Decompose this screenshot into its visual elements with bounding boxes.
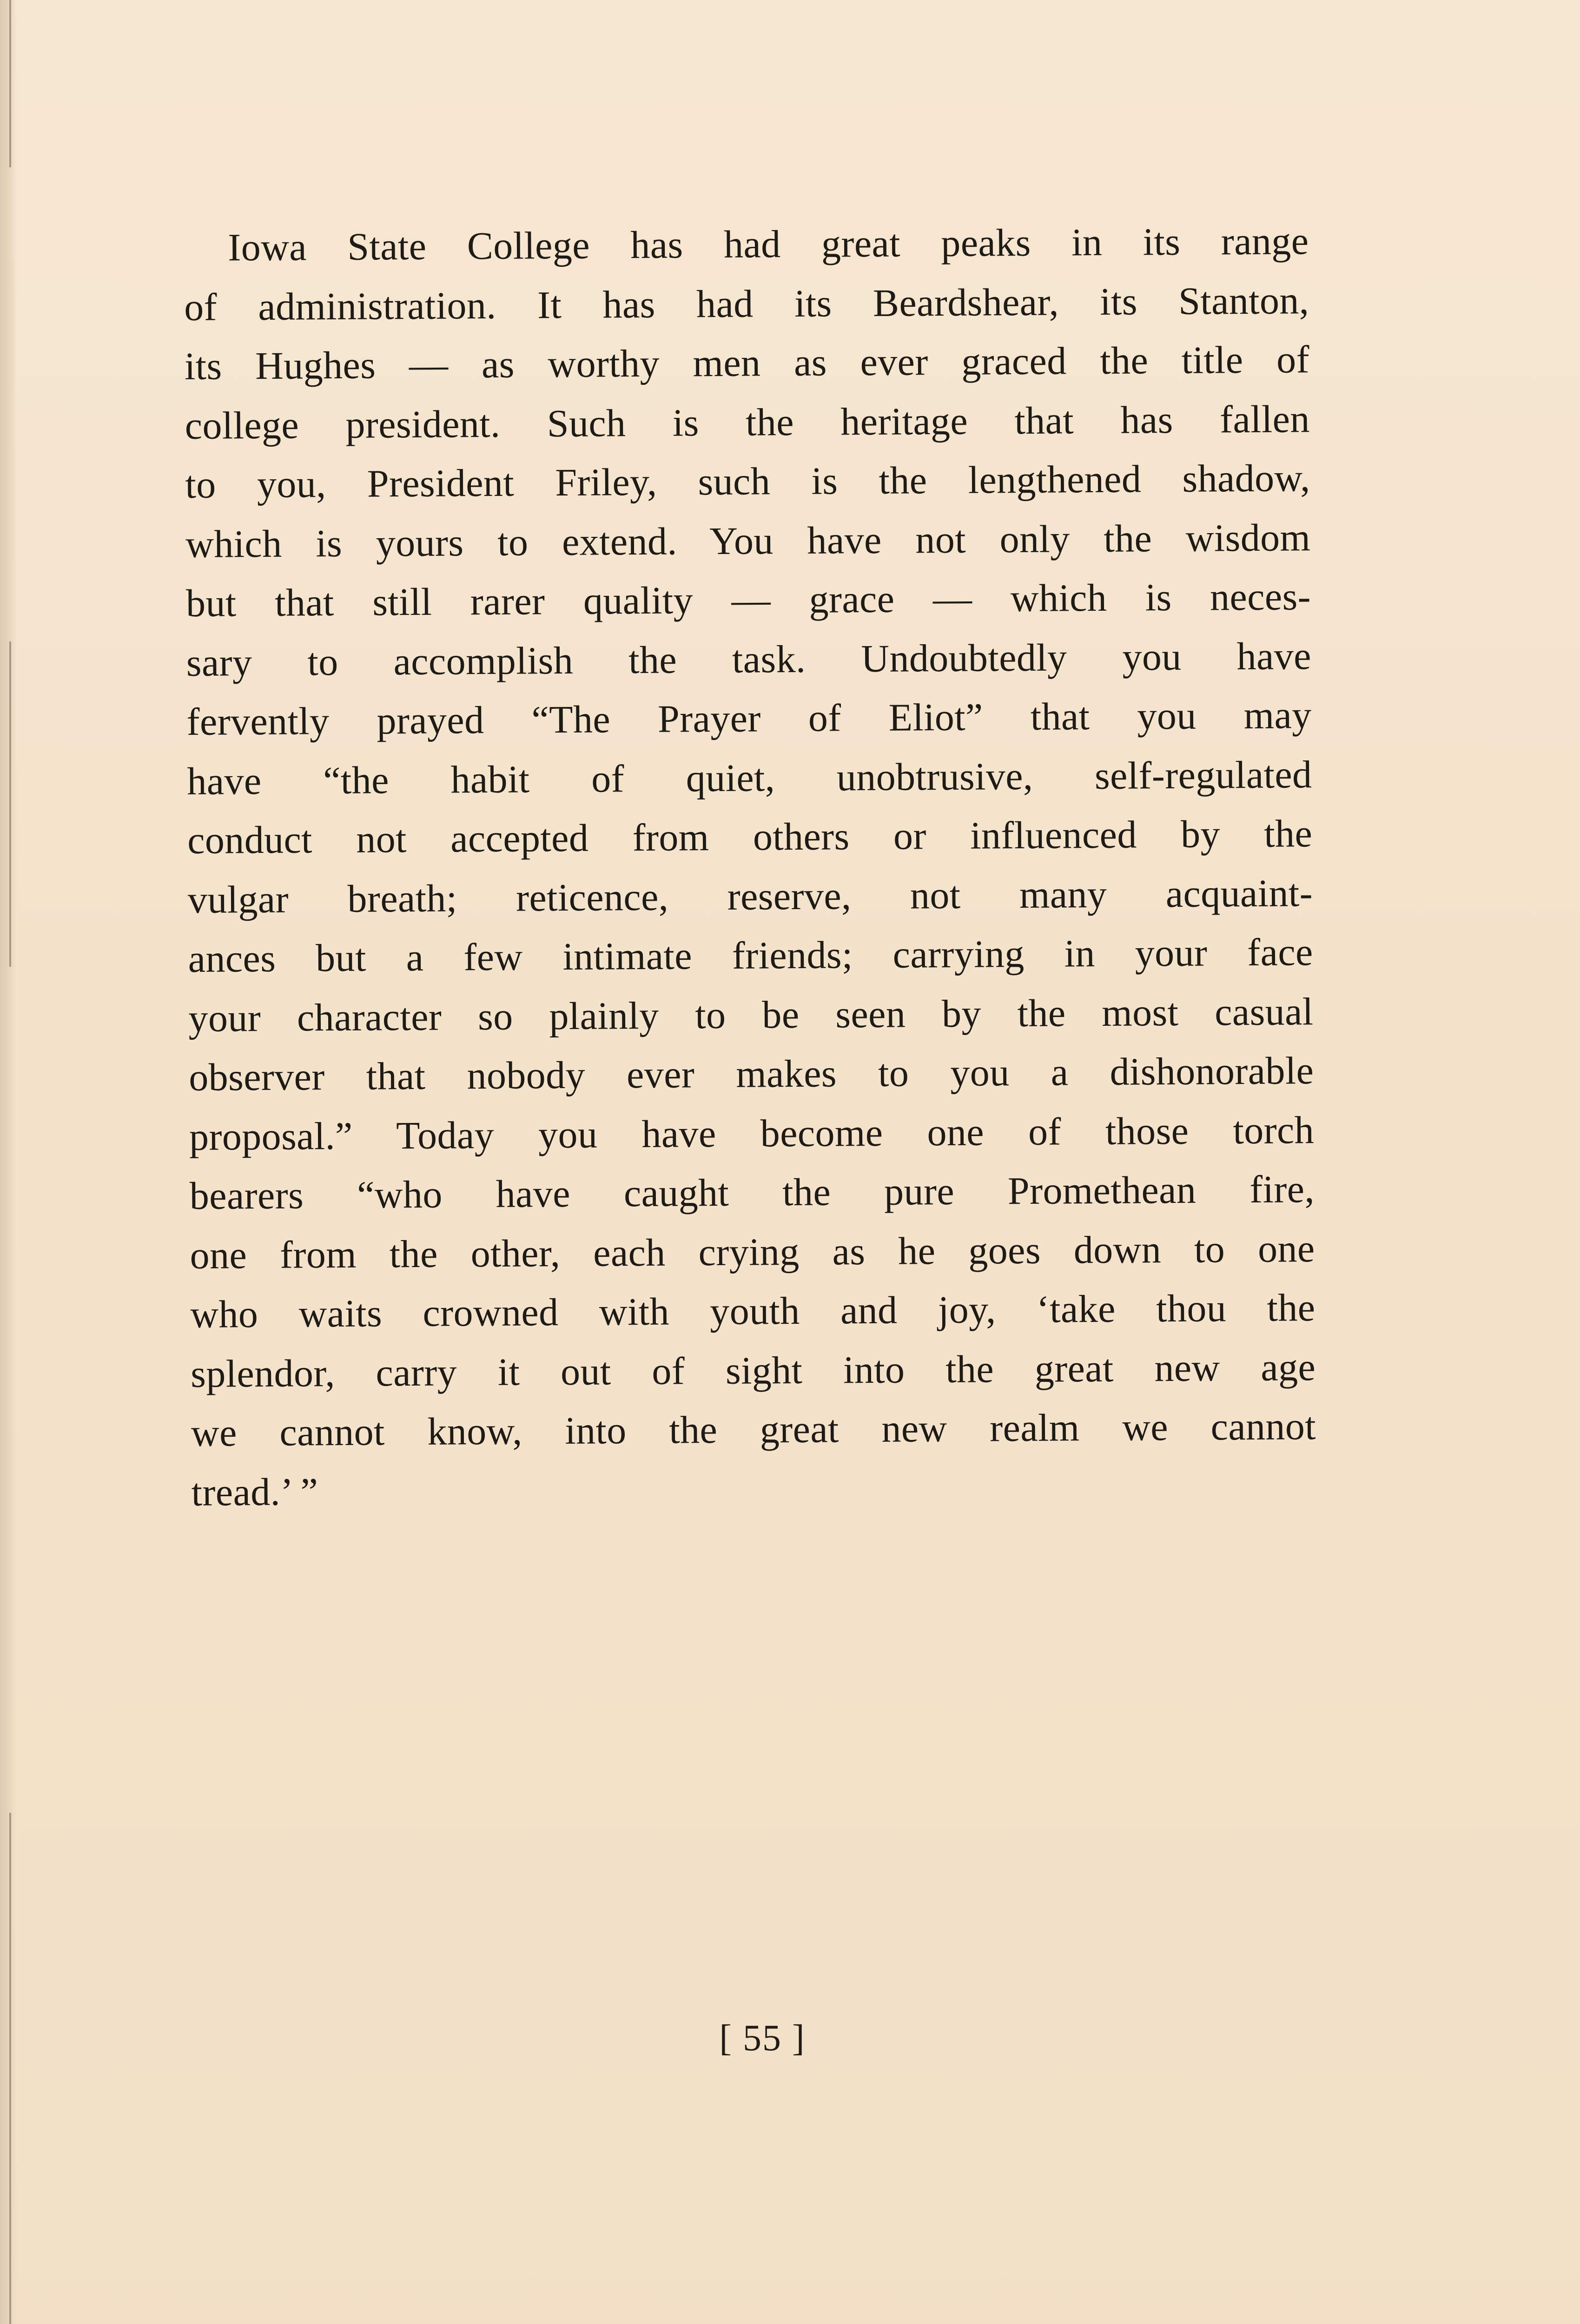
text-line: one from the other, each crying as he goes down to one [190,1227,1315,1277]
text-line: conduct not accepted from others or influenced by the [187,812,1313,862]
body-text [184,211,1316,1522]
text-line: college president. Such is the heritage that has fallen [185,397,1310,448]
text-line: which is yours to extend. You have not only the wisdom [185,515,1311,566]
text-line: who waits crowned with youth and joy, ‘take thou the [190,1286,1316,1336]
text-line: its Hughes — as worthy men as ever graced the title of [184,338,1310,388]
binding-line [9,641,11,967]
text-line: sary to accomplish the task. Undoubtedly you have [186,634,1312,685]
text-line: we cannot know, into the great new realm we cannot [191,1405,1316,1455]
text-line: ances but a few intimate friends; carrying in your face [188,931,1313,981]
binding-edge [0,0,17,2324]
binding-line [9,1813,11,2324]
page-number: [ 55 ] [719,2018,806,2059]
text-line: bearers “who have caught the pure Promethean fire, [189,1168,1315,1218]
text-line: splendor, carry it out of sight into the great new age [190,1345,1316,1396]
text-line: Iowa State College has had great peaks in its range [228,219,1309,270]
text-line: tread.’ ” [191,1470,318,1514]
text-line: have “the habit of quiet, unobtrusive, self-regulated [187,753,1312,803]
text-line: observer that nobody ever makes to you a dishonorable [189,1049,1314,1099]
text-line: vulgar breath; reticence, reserve, not many acquaint- [187,871,1313,922]
text-line: your character so plainly to be seen by the most casual [188,990,1314,1040]
text-line: fervently prayed “The Prayer of Eliot” that you may [186,693,1312,744]
text-line: proposal.” Today you have become one of those torch [189,1108,1315,1159]
binding-line [9,0,11,167]
text-line: of administration. It has had its Beardshear, its Stanton, [184,278,1309,329]
text-line: to you, President Friley, such is the lengthened shadow, [185,456,1310,507]
text-line: but that still rarer quality — grace — which is neces- [185,575,1311,625]
